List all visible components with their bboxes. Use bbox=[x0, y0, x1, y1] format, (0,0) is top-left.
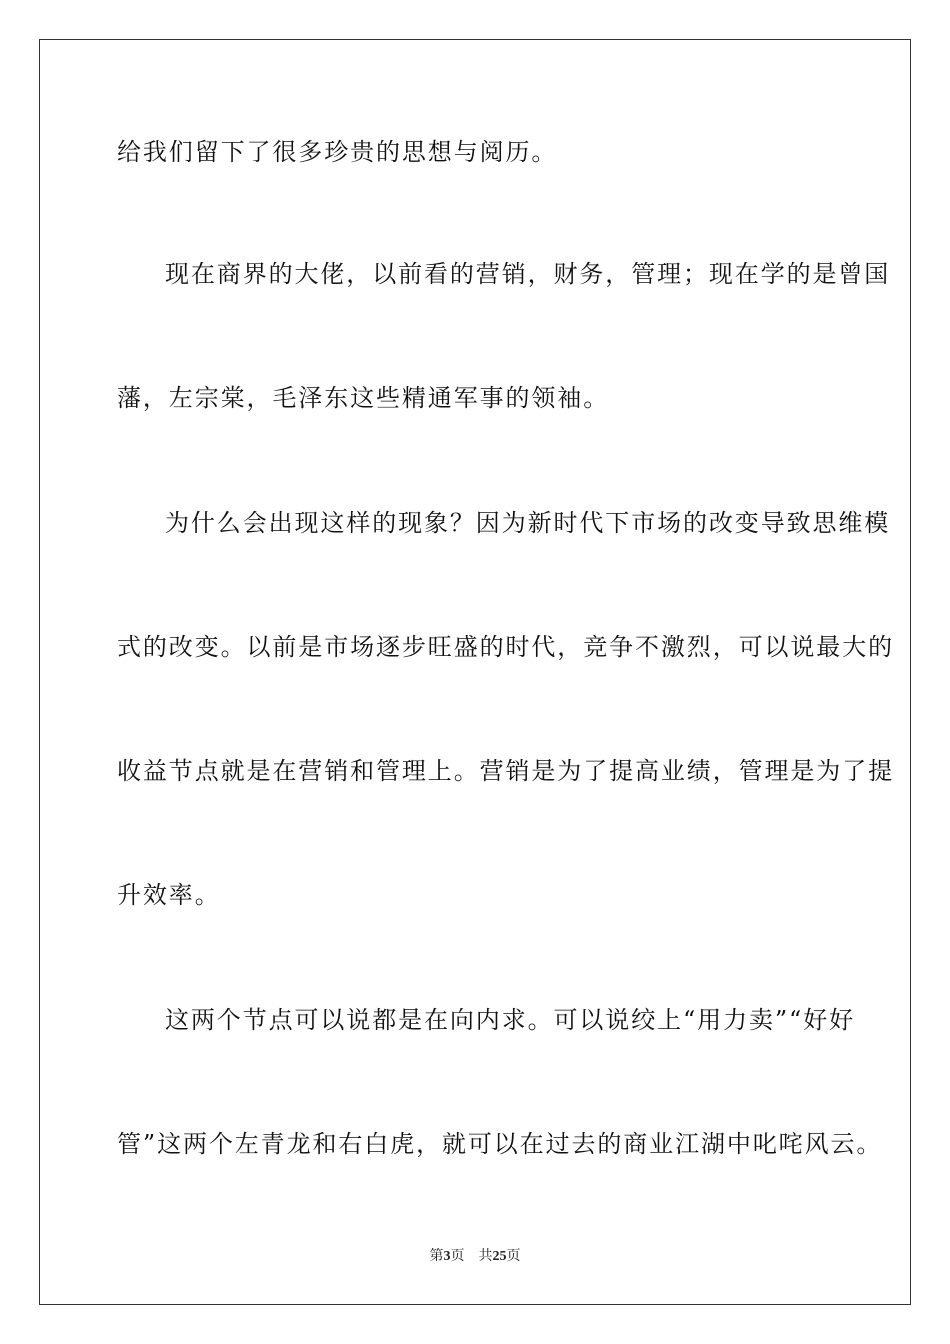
page-prefix: 第 bbox=[429, 1248, 444, 1264]
body-text-line: 给我们留下了很多珍贵的思想与阅历。 bbox=[117, 138, 558, 166]
total-suffix: 页 bbox=[506, 1248, 521, 1264]
body-text-line: 升效率。 bbox=[117, 881, 221, 909]
body-text-line: 这两个节点可以说都是在向内求。可以说绞上“用力卖”“好好 bbox=[165, 1006, 856, 1034]
body-text-line: 现在商界的大佬，以前看的营销，财务，管理；现在学的是曾国 bbox=[165, 260, 891, 288]
body-text-line: 为什么会出现这样的现象？因为新时代下市场的改变导致思维模 bbox=[165, 509, 891, 537]
body-text-line: 收益节点就是在营销和管理上。营销是为了提高业绩，管理是为了提 bbox=[117, 757, 894, 785]
page-footer bbox=[0, 1247, 950, 1266]
page-border bbox=[39, 39, 911, 1305]
total-pages: 25 bbox=[492, 1249, 507, 1264]
page-number: 3 bbox=[443, 1249, 451, 1264]
body-text-line: 管”这两个左青龙和右白虎，就可以在过去的商业江湖中叱咤风云。 bbox=[117, 1130, 883, 1158]
body-text-line: 藩，左宗棠，毛泽东这些精通军事的领袖。 bbox=[117, 384, 610, 412]
body-text-line: 式的改变。以前是市场逐步旺盛的时代，竞争不激烈，可以说最大的 bbox=[117, 633, 894, 661]
total-prefix: 共 bbox=[478, 1248, 493, 1264]
page-suffix: 页 bbox=[450, 1248, 465, 1264]
